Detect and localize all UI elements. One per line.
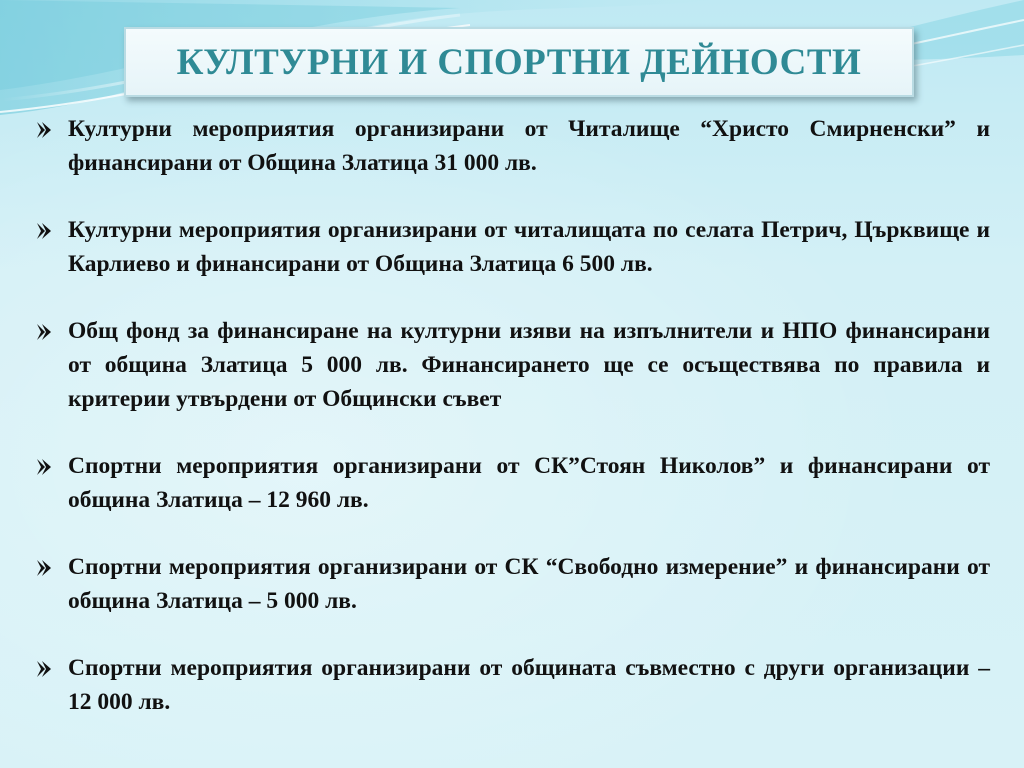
bullet-text: Културни мероприятия организирани от читалищата по селата Петрич, Църквище и Карлиево и финансирани от Община Златица 6 500 лв.	[68, 217, 990, 277]
bullet-item	[34, 213, 990, 281]
bullet-text: Спортни мероприятия организирани от СК “Свободно измерение” и финансирани от община Златица – 5 000 лв.	[68, 554, 990, 614]
bullet-item	[34, 651, 990, 719]
slide-title: КУЛТУРНИ И СПОРТНИ ДЕЙНОСТИ	[176, 41, 862, 83]
bullet-text: Общ фонд за финансиране на културни изяви на изпълнители и НПО финансирани от община Златица 5 000 лв. Финансирането ще се осъществява по правила и критерии утвърдени от Общински съвет	[68, 318, 990, 412]
arrow-bullet-icon	[34, 550, 56, 584]
bullet-text: Културни мероприятия организирани от Читалище “Христо Смирненски” и финансирани от Община Златица 31 000 лв.	[68, 116, 990, 176]
bullet-item	[34, 449, 990, 517]
bullet-text: Спортни мероприятия организирани от общината съвместно с други организации – 12 000 лв.	[68, 655, 990, 715]
bullet-item	[34, 112, 990, 180]
bullet-text: Спортни мероприятия организирани от СК”Стоян Николов” и финансирани от община Златица – 12 960 лв.	[68, 453, 990, 513]
bullet-item	[34, 314, 990, 416]
arrow-bullet-icon	[34, 651, 56, 685]
arrow-bullet-icon	[34, 213, 56, 247]
arrow-bullet-icon	[34, 314, 56, 348]
bullet-list	[34, 112, 990, 752]
arrow-bullet-icon	[34, 449, 56, 483]
arrow-bullet-icon	[34, 112, 56, 146]
bullet-item	[34, 550, 990, 618]
title-box	[124, 27, 914, 97]
